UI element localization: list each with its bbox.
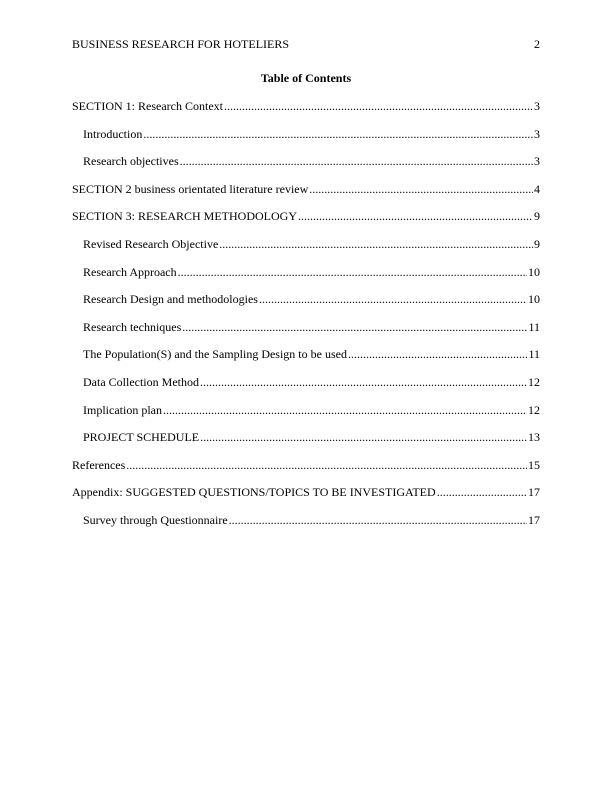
- toc-entry-page: 10: [528, 292, 540, 307]
- toc-entry-page: 3: [534, 154, 540, 169]
- toc-entry-revised-research-objective[interactable]: [72, 236, 540, 264]
- toc-entry-page: 15: [528, 457, 540, 472]
- toc-entry-text: Introduction: [83, 126, 143, 141]
- running-header: [72, 36, 540, 52]
- toc-entry-text: SECTION 3: RESEARCH METHODOLOGY: [72, 209, 297, 224]
- toc-entry-page: 4: [534, 181, 540, 196]
- toc-entry-research-techniques[interactable]: [72, 319, 540, 347]
- toc-entry-research-objectives[interactable]: [72, 153, 540, 181]
- toc-entry-population-sampling[interactable]: [72, 346, 540, 374]
- toc-dot-leader: [143, 126, 533, 142]
- toc-entry-text: References: [72, 457, 126, 472]
- toc-dot-leader: [309, 181, 533, 197]
- toc-entry-page: 9: [534, 209, 540, 224]
- toc-entry-appendix[interactable]: [72, 484, 540, 512]
- toc-heading: Table of Contents: [260, 71, 352, 85]
- toc-entry-text: The Population(S) and the Sampling Design to be used: [83, 347, 347, 362]
- toc-entry-text: Survey through Questionnaire: [83, 512, 228, 527]
- toc-entry-text: Research Approach: [83, 264, 177, 279]
- toc-entry-page: 3: [534, 126, 540, 141]
- toc-dot-leader: [348, 346, 527, 362]
- toc-dot-leader: [229, 512, 527, 528]
- toc-dot-leader: [200, 374, 527, 390]
- toc-dot-leader: [298, 208, 533, 224]
- toc-entry-page: 3: [534, 99, 540, 113]
- toc-entry-survey-questionnaire[interactable]: [72, 512, 540, 540]
- page-number: 2: [534, 37, 540, 51]
- toc-dot-leader: [182, 319, 527, 335]
- toc-entry-text: SECTION 1: Research Context: [72, 99, 223, 113]
- toc-entry-page: 10: [528, 264, 540, 279]
- toc-entry-text: Data Collection Method: [83, 374, 199, 389]
- toc-entry-page: 12: [528, 374, 540, 389]
- toc-dot-leader: [259, 291, 527, 307]
- toc-entry-text: PROJECT SCHEDULE: [83, 430, 200, 445]
- toc-dot-leader: [180, 153, 533, 169]
- toc-entry-page: 17: [528, 512, 540, 527]
- toc-entry-text: Appendix: SUGGESTED QUESTIONS/TOPICS TO BE INVESTIGATED: [72, 485, 436, 500]
- toc-dot-leader: [200, 429, 527, 445]
- toc-dot-leader: [178, 264, 527, 280]
- toc-entry-text: Implication plan: [83, 402, 162, 417]
- toc-entry-text: Revised Research Objective: [83, 236, 219, 251]
- toc-entry-text: Research techniques: [83, 319, 182, 334]
- toc-entry-text: SECTION 2 business orientated literature review: [72, 181, 309, 196]
- header-title: BUSINESS RESEARCH FOR HOTELIERS: [72, 37, 290, 51]
- toc-entry-project-schedule[interactable]: [72, 429, 540, 457]
- toc-entry-section-2[interactable]: [72, 181, 540, 209]
- toc-entry-page: 12: [528, 402, 540, 417]
- toc-entry-data-collection[interactable]: [72, 374, 540, 402]
- toc-entry-page: 11: [528, 347, 540, 362]
- toc-entry-introduction[interactable]: [72, 126, 540, 154]
- toc-dot-leader: [437, 484, 527, 500]
- toc-entry-page: 11: [528, 319, 540, 334]
- toc-entry-text: Research Design and methodologies: [83, 292, 258, 307]
- toc-entry-section-3[interactable]: [72, 208, 540, 236]
- toc-dot-leader: [163, 402, 527, 418]
- toc-entry-research-approach[interactable]: [72, 264, 540, 292]
- table-of-contents: [72, 98, 540, 540]
- toc-dot-leader: [219, 236, 533, 252]
- toc-dot-leader: [126, 457, 527, 473]
- toc-entry-research-design[interactable]: [72, 291, 540, 319]
- toc-entry-page: 17: [528, 485, 540, 500]
- toc-entry-section-1[interactable]: [72, 98, 540, 126]
- toc-entry-page: 13: [528, 430, 540, 445]
- toc-dot-leader: [224, 98, 533, 114]
- toc-entry-text: Research objectives: [83, 154, 179, 169]
- toc-entry-page: 9: [534, 236, 540, 251]
- toc-entry-implication-plan[interactable]: [72, 402, 540, 430]
- toc-entry-references[interactable]: [72, 457, 540, 485]
